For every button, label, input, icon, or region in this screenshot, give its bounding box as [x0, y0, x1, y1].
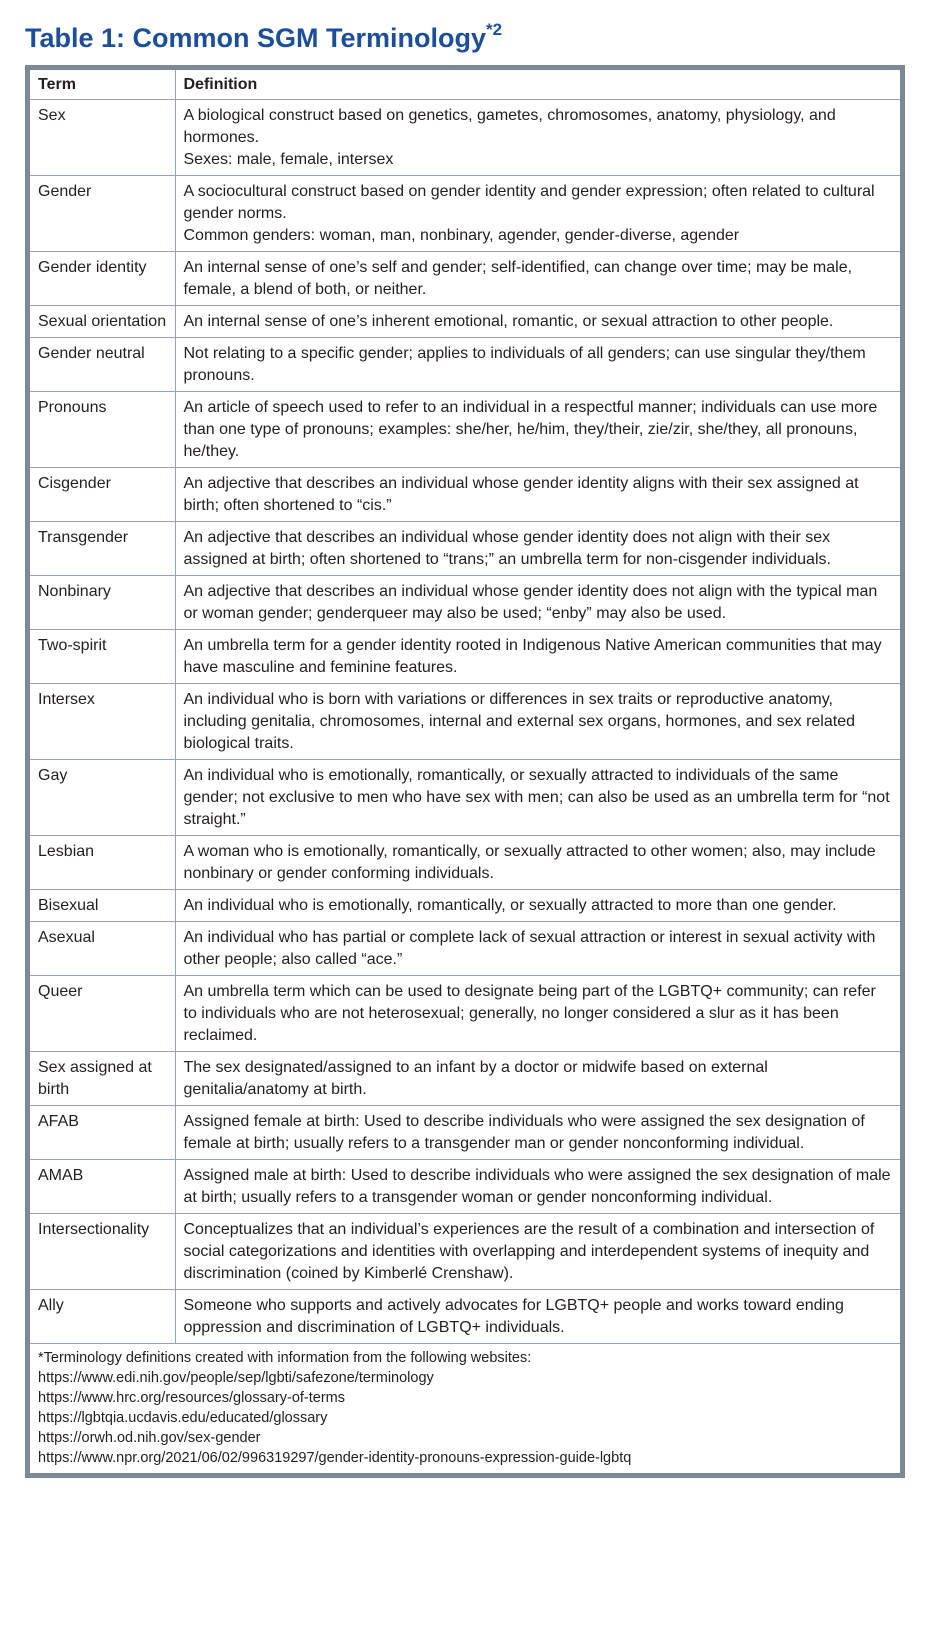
definition-cell — [175, 684, 900, 760]
definition-cell — [175, 392, 900, 468]
definition-cell — [175, 890, 900, 922]
table-title-text: Table 1: Common SGM Terminology — [25, 23, 487, 53]
term-cell: Gender identity — [30, 252, 175, 306]
table-row — [30, 468, 900, 522]
definition-line: Sexes: male, female, intersex — [183, 151, 394, 168]
table-row — [30, 338, 900, 392]
table-row — [30, 1290, 900, 1344]
definition-cell — [175, 306, 900, 338]
title-footnote-marker: *2 — [486, 20, 503, 39]
term-cell: Pronouns — [30, 392, 175, 468]
terminology-table-frame — [25, 65, 905, 1478]
term-cell: Sexual orientation — [30, 306, 175, 338]
definition-cell — [175, 522, 900, 576]
definition-cell — [175, 100, 900, 176]
definition-cell — [175, 630, 900, 684]
table-row — [30, 976, 900, 1052]
term-cell: Ally — [30, 1290, 175, 1344]
term-cell: Lesbian — [30, 836, 175, 890]
term-cell: Cisgender — [30, 468, 175, 522]
term-cell: Transgender — [30, 522, 175, 576]
definition-cell — [175, 576, 900, 630]
definition-cell — [175, 1106, 900, 1160]
definition-cell — [175, 1160, 900, 1214]
definition-line: An individual who is born with variations or differences in sex traits or reproductive anatomy, including genitalia, chromosomes, internal and external sex organs, hormones, and sex related biological traits. — [183, 691, 855, 752]
definition-line: An internal sense of one’s inherent emotional, romantic, or sexual attraction to other people. — [183, 313, 834, 330]
definition-cell — [175, 338, 900, 392]
table-row — [30, 760, 900, 836]
table-row — [30, 1052, 900, 1106]
footnote-source-url: https://www.npr.org/2021/06/02/996319297/gender-identity-pronouns-expression-guide-lgbtq — [38, 1450, 632, 1466]
table-row — [30, 836, 900, 890]
definition-cell — [175, 1052, 900, 1106]
term-cell: AMAB — [30, 1160, 175, 1214]
term-cell: Nonbinary — [30, 576, 175, 630]
definition-line: A woman who is emotionally, romantically, or sexually attracted to other women; also, may include nonbinary or gender conforming individuals. — [183, 843, 876, 882]
footnote-source-url: https://lgbtqia.ucdavis.edu/educated/glossary — [38, 1410, 328, 1426]
table-row — [30, 176, 900, 252]
table-row — [30, 684, 900, 760]
definition-line: An individual who is emotionally, romantically, or sexually attracted to individuals of the same gender; not exclusive to men who have sex with men; can also be used as an umbrella term for “not straight.” — [183, 767, 890, 828]
term-cell: Intersex — [30, 684, 175, 760]
table-title — [25, 20, 502, 56]
definition-line: An umbrella term for a gender identity rooted in Indigenous Native American communities that may have masculine and feminine features. — [183, 637, 882, 676]
term-cell: Sex — [30, 100, 175, 176]
term-cell: Asexual — [30, 922, 175, 976]
definition-cell — [175, 176, 900, 252]
table-row — [30, 1160, 900, 1214]
table-row — [30, 890, 900, 922]
table-body — [30, 100, 900, 1344]
definition-cell — [175, 922, 900, 976]
definition-line: An adjective that describes an individual whose gender identity does not align with the typical man or woman gender; genderqueer may also be used; “enby” may also be used. — [183, 583, 878, 622]
definition-cell — [175, 836, 900, 890]
definition-line: An umbrella term which can be used to designate being part of the LGBTQ+ community; can refer to individuals who are not heterosexual; generally, no longer considered a slur as it has been reclaimed. — [183, 983, 876, 1044]
footnote-source-url: https://www.edi.nih.gov/people/sep/lgbti/safezone/terminology — [38, 1370, 434, 1386]
term-column-header: Term — [30, 70, 175, 100]
term-cell: Bisexual — [30, 890, 175, 922]
term-cell: Queer — [30, 976, 175, 1052]
definition-line: Assigned male at birth: Used to describe individuals who were assigned the sex designation of male at birth; usually refers to a transgender woman or gender nonconforming individual. — [183, 1167, 891, 1206]
table-row — [30, 392, 900, 468]
term-cell: Sex assigned at birth — [30, 1052, 175, 1106]
definition-cell — [175, 468, 900, 522]
table-row — [30, 100, 900, 176]
definition-cell — [175, 760, 900, 836]
definition-cell — [175, 976, 900, 1052]
definition-line: Not relating to a specific gender; applies to individuals of all genders; can use singular they/them pronouns. — [183, 345, 866, 384]
definition-line: An individual who has partial or complete lack of sexual attraction or interest in sexual activity with other people; also called “ace.” — [183, 929, 876, 968]
definition-line: An individual who is emotionally, romantically, or sexually attracted to more than one gender. — [183, 897, 837, 914]
definition-line: Conceptualizes that an individual’s experiences are the result of a combination and intersection of social categorizations and identities with overlapping and interdependent systems of inequity and discrimination (coined by Kimberlé Crenshaw). — [183, 1221, 875, 1282]
definition-line: Common genders: woman, man, nonbinary, agender, gender-diverse, agender — [183, 227, 740, 244]
term-cell: Gender neutral — [30, 338, 175, 392]
definition-line: Assigned female at birth: Used to describe individuals who were assigned the sex designation of female at birth; usually refers to a transgender man or gender nonconforming individual. — [183, 1113, 865, 1152]
definition-cell — [175, 1214, 900, 1290]
footnote-source-url: https://www.hrc.org/resources/glossary-of-terms — [38, 1390, 346, 1406]
table-header-row — [30, 70, 900, 100]
definition-line: Someone who supports and actively advocates for LGBTQ+ people and works toward ending oppression and discrimination of LGBTQ+ individuals. — [183, 1297, 844, 1336]
footnote-intro: *Terminology definitions created with information from the following websites: — [38, 1350, 532, 1366]
definition-line: An adjective that describes an individual whose gender identity does not align with their sex assigned at birth; often shortened to “trans;” an umbrella term for non-cisgender individuals. — [183, 529, 831, 568]
term-cell: Gender — [30, 176, 175, 252]
definition-cell — [175, 252, 900, 306]
term-cell: Gay — [30, 760, 175, 836]
definition-line: A biological construct based on genetics, gametes, chromosomes, anatomy, physiology, and hormones. — [183, 107, 836, 146]
term-cell: AFAB — [30, 1106, 175, 1160]
definition-line: An article of speech used to refer to an individual in a respectful manner; individuals can use more than one type of pronouns; examples: she/her, he/him, they/their, zie/zir, she/they, all pronouns, he/they. — [183, 399, 878, 460]
footnote-links — [38, 1368, 892, 1468]
table-row — [30, 306, 900, 338]
definition-line: The sex designated/assigned to an infant by a doctor or midwife based on external genitalia/anatomy at birth. — [183, 1059, 768, 1098]
footnote — [30, 1344, 900, 1473]
definition-line: An adjective that describes an individual whose gender identity aligns with their sex assigned at birth; often shortened to “cis.” — [183, 475, 859, 514]
footnote-source-url: https://orwh.od.nih.gov/sex-gender — [38, 1430, 261, 1446]
definition-cell — [175, 1290, 900, 1344]
table-row — [30, 522, 900, 576]
table-row — [30, 922, 900, 976]
terminology-table — [30, 70, 900, 1344]
term-cell: Intersectionality — [30, 1214, 175, 1290]
definition-line: A sociocultural construct based on gender identity and gender expression; often related to cultural gender norms. — [183, 183, 875, 222]
table-row — [30, 630, 900, 684]
table-row — [30, 252, 900, 306]
table-row — [30, 576, 900, 630]
table-row — [30, 1106, 900, 1160]
definition-column-header: Definition — [175, 70, 900, 100]
definition-line: An internal sense of one’s self and gender; self-identified, can change over time; may be male, female, a blend of both, or neither. — [183, 259, 853, 298]
term-cell: Two-spirit — [30, 630, 175, 684]
table-row — [30, 1214, 900, 1290]
